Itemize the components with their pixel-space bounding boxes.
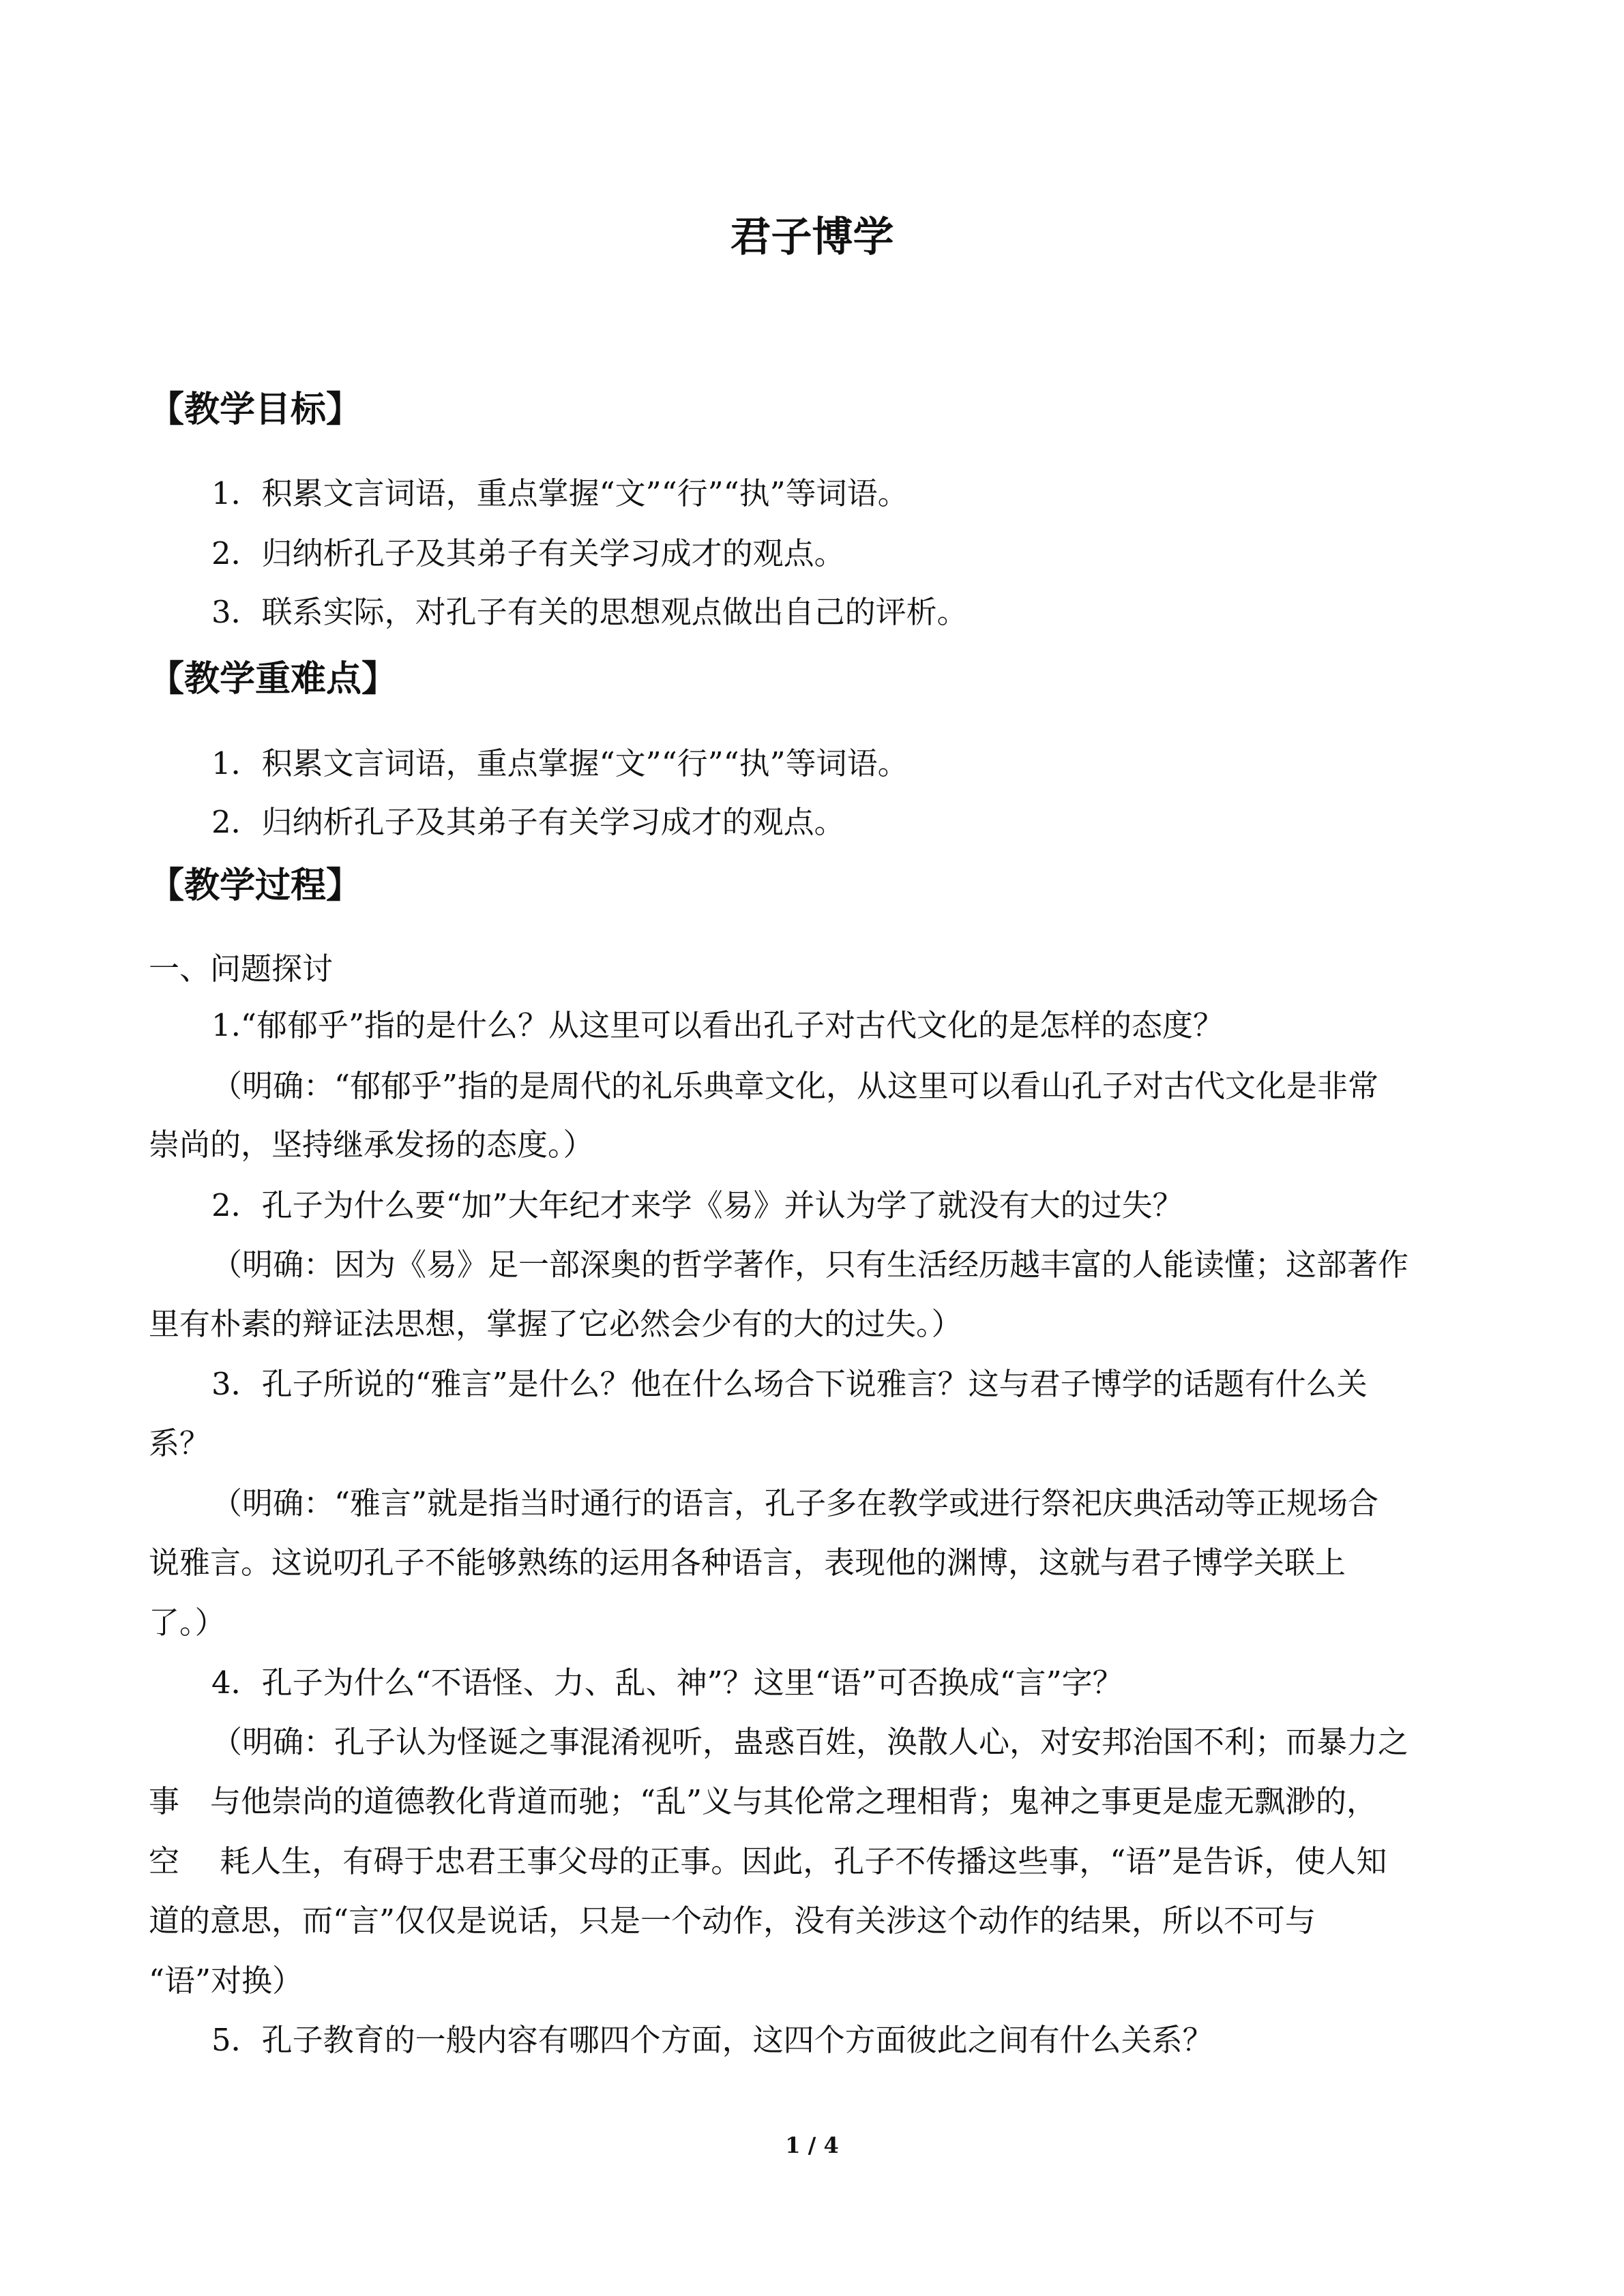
answer-line: “语”对换）	[149, 1963, 304, 1999]
question-line: 4．孔子为什么“不语怪、力、乱、神”？这里“语”可否换成“言”字？	[211, 1665, 1123, 1701]
section-heading-goals: 【教学目标】	[149, 389, 362, 430]
key-point-item: 1．积累文言词语，重点掌握“文”“行”“执”等词语。	[211, 745, 909, 781]
section-heading-key-points: 【教学重难点】	[149, 659, 398, 700]
answer-line: 了。）	[149, 1605, 226, 1641]
answer-line: 空 耗人生，有碍于忠君王事父母的正事。因此，孔子不传播这些事，“语”是告诉，使人知	[149, 1843, 1387, 1879]
goal-item: 2．归纳析孔子及其弟子有关学习成才的观点。	[211, 535, 845, 571]
key-point-item: 2．归纳析孔子及其弟子有关学习成才的观点。	[211, 804, 845, 840]
answer-line: （明确：孔子认为怪诞之事混淆视听，蛊惑百姓，涣散人心，对安邦治国不利；而暴力之	[211, 1724, 1409, 1760]
part-heading: 一、问题探讨	[149, 951, 334, 987]
question-line: 1.“郁郁乎”指的是什么？从这里可以看出孔子对古代文化的是怎样的态度？	[211, 1007, 1224, 1043]
question-line: 5．孔子教育的一般内容有哪四个方面，这四个方面彼此之间有什么关系？	[211, 2022, 1213, 2058]
page-number: 1 / 4	[785, 2132, 839, 2158]
answer-line: 说雅言。这说叨孔子不能够熟练的运用各种语言，表现他的渊博，这就与君子博学关联上	[149, 1545, 1346, 1581]
answer-line: 道的意思，而“言”仅仅是说话，只是一个动作，没有关涉这个动作的结果，所以不可与	[149, 1903, 1316, 1939]
question-line: 2．孔子为什么要“加”大年纪才来学《易》并认为学了就没有大的过失？	[211, 1187, 1183, 1223]
answer-line: （明确：“雅言”就是指当时通行的语言，孔子多在教学或进行祭祀庆典活动等正规场合	[211, 1485, 1379, 1521]
question-line: 系？	[149, 1425, 211, 1461]
goal-item: 3．联系实际，对孔子有关的思想观点做出自己的评析。	[211, 594, 968, 630]
answer-line: 事 与他崇尚的道德教化背道而驰；“乱”义与其伦常之理相背；鬼神之事更是虚无飘渺的，	[149, 1783, 1378, 1819]
answer-line: 里有朴素的辩证法思想，掌握了它必然会少有的大的过失。）	[149, 1306, 962, 1342]
goal-item: 1．积累文言词语，重点掌握“文”“行”“执”等词语。	[211, 475, 909, 511]
answer-line: （明确：“郁郁乎”指的是周代的礼乐典章文化，从这里可以看山孔子对古代文化是非常	[211, 1068, 1379, 1104]
answer-line: 崇尚的，坚持继承发扬的态度。）	[149, 1127, 594, 1163]
question-line: 3．孔子所说的“雅言”是什么？他在什么场合下说雅言？这与君子博学的话题有什么关	[211, 1366, 1368, 1402]
answer-line: （明确：因为《易》足一部深奥的哲学著作，只有生活经历越丰富的人能读懂；这部著作	[211, 1247, 1409, 1283]
document-title: 君子博学	[730, 213, 894, 261]
section-heading-process: 【教学过程】	[149, 865, 362, 906]
